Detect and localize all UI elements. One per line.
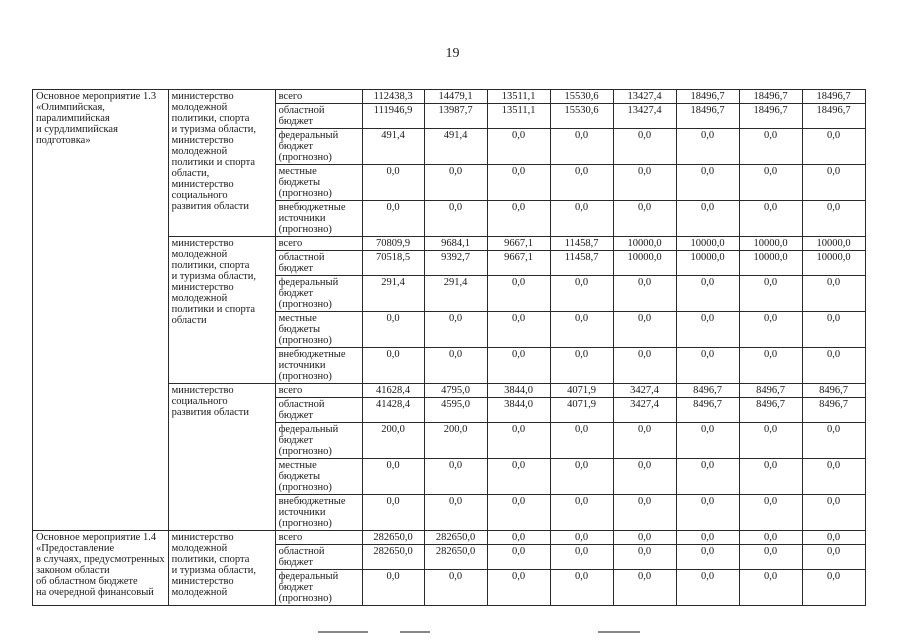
value-cell: 9667,1	[487, 251, 550, 276]
value-cell: 41628,4	[362, 384, 424, 398]
value-cell: 0,0	[613, 495, 676, 531]
value-cell: 0,0	[802, 276, 865, 312]
funding-source-cell: федеральный бюджет (прогнозно)	[275, 129, 362, 165]
value-cell: 0,0	[487, 312, 550, 348]
value-cell: 282650,0	[362, 531, 424, 545]
value-cell: 0,0	[613, 312, 676, 348]
value-cell: 0,0	[802, 531, 865, 545]
value-cell: 0,0	[739, 423, 802, 459]
value-cell: 0,0	[487, 129, 550, 165]
funding-source-cell: всего	[275, 531, 362, 545]
value-cell: 0,0	[739, 129, 802, 165]
value-cell: 0,0	[424, 495, 487, 531]
value-cell: 0,0	[676, 423, 739, 459]
value-cell: 0,0	[362, 495, 424, 531]
value-cell: 0,0	[487, 545, 550, 570]
value-cell: 0,0	[362, 201, 424, 237]
value-cell: 0,0	[424, 201, 487, 237]
value-cell: 0,0	[739, 570, 802, 606]
value-cell: 0,0	[550, 423, 613, 459]
value-cell: 200,0	[362, 423, 424, 459]
value-cell: 0,0	[802, 348, 865, 384]
value-cell: 0,0	[550, 312, 613, 348]
value-cell: 4595,0	[424, 398, 487, 423]
value-cell: 0,0	[424, 312, 487, 348]
funding-source-cell: местные бюджеты (прогнозно)	[275, 459, 362, 495]
value-cell: 10000,0	[613, 237, 676, 251]
value-cell: 0,0	[550, 348, 613, 384]
value-cell: 14479,1	[424, 90, 487, 104]
value-cell: 11458,7	[550, 237, 613, 251]
value-cell: 200,0	[424, 423, 487, 459]
value-cell: 3844,0	[487, 398, 550, 423]
value-cell: 282650,0	[424, 545, 487, 570]
value-cell: 9667,1	[487, 237, 550, 251]
value-cell: 0,0	[676, 276, 739, 312]
funding-source-cell: областной бюджет	[275, 251, 362, 276]
funding-source-cell: федеральный бюджет (прогнозно)	[275, 276, 362, 312]
value-cell: 282650,0	[424, 531, 487, 545]
value-cell: 3427,4	[613, 398, 676, 423]
value-cell: 0,0	[487, 201, 550, 237]
value-cell: 0,0	[739, 276, 802, 312]
value-cell: 0,0	[802, 312, 865, 348]
value-cell: 10000,0	[802, 237, 865, 251]
value-cell: 9392,7	[424, 251, 487, 276]
value-cell: 18496,7	[802, 90, 865, 104]
funding-source-cell: областной бюджет	[275, 398, 362, 423]
value-cell: 0,0	[487, 348, 550, 384]
value-cell: 18496,7	[802, 104, 865, 129]
value-cell: 0,0	[739, 165, 802, 201]
value-cell: 4071,9	[550, 384, 613, 398]
value-cell: 0,0	[802, 165, 865, 201]
value-cell: 112438,3	[362, 90, 424, 104]
value-cell: 0,0	[550, 545, 613, 570]
value-cell: 0,0	[739, 459, 802, 495]
budget-table	[32, 89, 866, 606]
value-cell: 0,0	[550, 495, 613, 531]
value-cell: 10000,0	[676, 237, 739, 251]
value-cell: 70518,5	[362, 251, 424, 276]
value-cell: 0,0	[739, 545, 802, 570]
value-cell: 0,0	[613, 348, 676, 384]
funding-source-cell: областной бюджет	[275, 545, 362, 570]
cropped-footer-text	[318, 631, 368, 633]
value-cell: 8496,7	[802, 398, 865, 423]
value-cell: 0,0	[362, 165, 424, 201]
funding-source-cell: федеральный бюджет (прогнозно)	[275, 570, 362, 606]
value-cell: 0,0	[550, 129, 613, 165]
value-cell: 0,0	[487, 570, 550, 606]
value-cell: 18496,7	[739, 104, 802, 129]
value-cell: 0,0	[487, 165, 550, 201]
value-cell: 13987,7	[424, 104, 487, 129]
cropped-footer-text	[400, 631, 430, 633]
value-cell: 4795,0	[424, 384, 487, 398]
value-cell: 18496,7	[676, 90, 739, 104]
value-cell: 0,0	[802, 459, 865, 495]
table-row	[33, 531, 866, 545]
funding-source-cell: внебюджетные источники (прогнозно)	[275, 348, 362, 384]
value-cell: 9684,1	[424, 237, 487, 251]
value-cell: 3427,4	[613, 384, 676, 398]
value-cell: 0,0	[676, 312, 739, 348]
executor-cell: министерство молодежной политики, спорта и туризма области, министерство молодежной политики и спорта области, министерство социального развития области	[168, 90, 275, 237]
value-cell: 10000,0	[613, 251, 676, 276]
value-cell: 0,0	[550, 201, 613, 237]
value-cell: 291,4	[424, 276, 487, 312]
value-cell: 13511,1	[487, 104, 550, 129]
executor-cell: министерство молодежной политики, спорта и туризма области, министерство молодежной политики и спорта области	[168, 237, 275, 384]
value-cell: 8496,7	[676, 398, 739, 423]
value-cell: 41428,4	[362, 398, 424, 423]
funding-source-cell: внебюджетные источники (прогнозно)	[275, 495, 362, 531]
value-cell: 8496,7	[739, 384, 802, 398]
value-cell: 3844,0	[487, 384, 550, 398]
value-cell: 0,0	[676, 129, 739, 165]
funding-source-cell: местные бюджеты (прогнозно)	[275, 312, 362, 348]
value-cell: 0,0	[550, 459, 613, 495]
value-cell: 0,0	[802, 423, 865, 459]
value-cell: 0,0	[802, 570, 865, 606]
value-cell: 0,0	[676, 570, 739, 606]
value-cell: 0,0	[676, 348, 739, 384]
value-cell: 291,4	[362, 276, 424, 312]
value-cell: 0,0	[487, 495, 550, 531]
table-row	[33, 90, 866, 104]
page-number: 19	[445, 46, 460, 61]
value-cell: 11458,7	[550, 251, 613, 276]
value-cell: 0,0	[487, 531, 550, 545]
funding-source-cell: всего	[275, 384, 362, 398]
value-cell: 18496,7	[739, 90, 802, 104]
value-cell: 0,0	[362, 570, 424, 606]
value-cell: 0,0	[676, 531, 739, 545]
value-cell: 10000,0	[802, 251, 865, 276]
funding-source-cell: областной бюджет	[275, 104, 362, 129]
value-cell: 13427,4	[613, 90, 676, 104]
value-cell: 0,0	[362, 312, 424, 348]
value-cell: 0,0	[613, 570, 676, 606]
value-cell: 0,0	[739, 348, 802, 384]
value-cell: 0,0	[676, 495, 739, 531]
value-cell: 8496,7	[802, 384, 865, 398]
value-cell: 0,0	[550, 531, 613, 545]
value-cell: 0,0	[739, 201, 802, 237]
value-cell: 10000,0	[739, 237, 802, 251]
funding-source-cell: внебюджетные источники (прогнозно)	[275, 201, 362, 237]
executor-cell: министерство социального развития области	[168, 384, 275, 531]
value-cell: 0,0	[739, 531, 802, 545]
funding-source-cell: федеральный бюджет (прогнозно)	[275, 423, 362, 459]
value-cell: 0,0	[487, 423, 550, 459]
funding-source-cell: местные бюджеты (прогнозно)	[275, 165, 362, 201]
value-cell: 8496,7	[676, 384, 739, 398]
value-cell: 0,0	[424, 459, 487, 495]
value-cell: 0,0	[613, 531, 676, 545]
value-cell: 0,0	[676, 201, 739, 237]
value-cell: 10000,0	[676, 251, 739, 276]
value-cell: 111946,9	[362, 104, 424, 129]
value-cell: 0,0	[362, 459, 424, 495]
value-cell: 0,0	[613, 201, 676, 237]
value-cell: 0,0	[424, 348, 487, 384]
value-cell: 0,0	[802, 545, 865, 570]
value-cell: 0,0	[739, 312, 802, 348]
value-cell: 0,0	[802, 129, 865, 165]
value-cell: 0,0	[676, 165, 739, 201]
value-cell: 13427,4	[613, 104, 676, 129]
value-cell: 0,0	[487, 459, 550, 495]
value-cell: 282650,0	[362, 545, 424, 570]
value-cell: 0,0	[802, 495, 865, 531]
value-cell: 8496,7	[739, 398, 802, 423]
value-cell: 0,0	[676, 545, 739, 570]
value-cell: 0,0	[424, 165, 487, 201]
value-cell: 70809,9	[362, 237, 424, 251]
value-cell: 15530,6	[550, 104, 613, 129]
value-cell: 0,0	[613, 459, 676, 495]
value-cell: 18496,7	[676, 104, 739, 129]
funding-source-cell: всего	[275, 90, 362, 104]
value-cell: 13511,1	[487, 90, 550, 104]
value-cell: 0,0	[613, 165, 676, 201]
value-cell: 0,0	[739, 495, 802, 531]
executor-cell: министерство молодежной политики, спорта и туризма области, министерство молодежной	[168, 531, 275, 606]
value-cell: 10000,0	[739, 251, 802, 276]
value-cell: 0,0	[613, 423, 676, 459]
value-cell: 491,4	[362, 129, 424, 165]
value-cell: 0,0	[550, 570, 613, 606]
cropped-footer-text	[598, 631, 640, 633]
value-cell: 0,0	[550, 165, 613, 201]
measure-cell: Основное мероприятие 1.4 «Предоставление в случаях, предусмотренных законом области об областном бюджете на очередной финансовый	[33, 531, 169, 606]
value-cell: 0,0	[362, 348, 424, 384]
measure-cell: Основное мероприятие 1.3 «Олимпийская, паралимпийская и сурдлимпийская подготовка»	[33, 90, 169, 531]
value-cell: 0,0	[487, 276, 550, 312]
value-cell: 0,0	[613, 545, 676, 570]
funding-source-cell: всего	[275, 237, 362, 251]
value-cell: 0,0	[613, 129, 676, 165]
table-body	[33, 90, 866, 606]
value-cell: 0,0	[802, 201, 865, 237]
value-cell: 4071,9	[550, 398, 613, 423]
value-cell: 0,0	[676, 459, 739, 495]
value-cell: 0,0	[550, 276, 613, 312]
value-cell: 15530,6	[550, 90, 613, 104]
value-cell: 0,0	[613, 276, 676, 312]
value-cell: 491,4	[424, 129, 487, 165]
value-cell: 0,0	[424, 570, 487, 606]
